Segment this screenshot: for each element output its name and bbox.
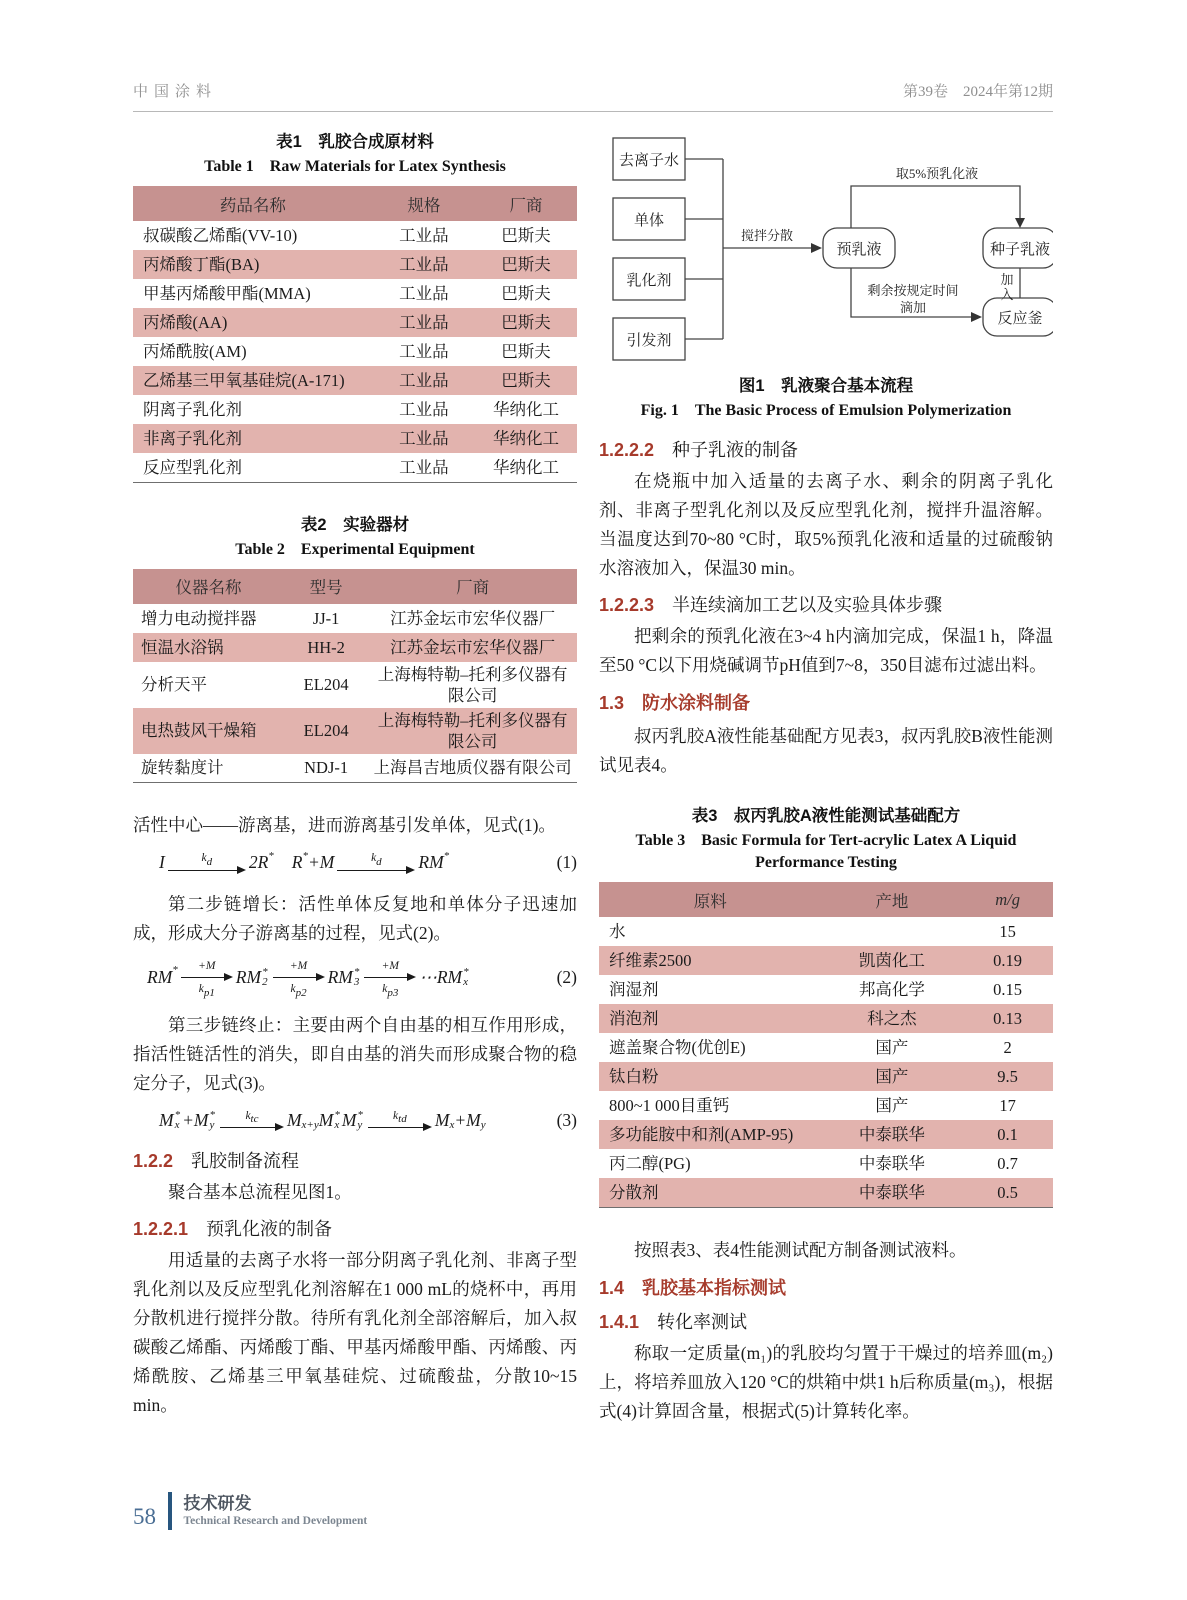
table-cell: 0.5 xyxy=(997,1182,1018,1202)
table-row xyxy=(599,1091,1053,1120)
heading-1-2-2: 1.2.2 乳胶制备流程 xyxy=(133,1151,300,1171)
table2-title-en: Table 2 Experimental Equipment xyxy=(235,540,475,558)
table-cell: 巴斯夫 xyxy=(501,342,551,361)
left-column xyxy=(133,128,577,1428)
footer-section xyxy=(184,1494,368,1529)
table-cell: 工业品 xyxy=(399,226,449,245)
edge-label-remainder: 剩余按规定时间 xyxy=(867,283,959,298)
table-cell: 凯茵化工 xyxy=(858,951,925,970)
table-cell: 华纳化工 xyxy=(492,400,559,419)
table-row xyxy=(599,1149,1053,1178)
reaction-arrow: k d xyxy=(168,853,246,875)
table-cell: 9.5 xyxy=(997,1067,1018,1086)
table-cell: 中泰联华 xyxy=(858,1182,925,1202)
table-cell: 甲基丙烯酸甲酯(MMA) xyxy=(143,284,311,303)
column-header: 仪器名称 xyxy=(133,569,284,604)
table-cell: 电热鼓风干燥箱 xyxy=(141,721,257,740)
table-cell: 非离子乳化剂 xyxy=(143,429,242,448)
flowchart-figure xyxy=(599,128,1053,366)
table-cell: 增力电动搅拌器 xyxy=(141,608,257,628)
arrowhead-to-seed xyxy=(1015,218,1025,228)
table-cell: 江苏金坛市宏华仪器厂 xyxy=(390,637,556,657)
table2-section xyxy=(133,511,577,784)
table-cell: 巴斯夫 xyxy=(501,226,551,245)
table-row xyxy=(133,604,577,633)
table-cell: 乙烯基三甲氧基硅烷(A-171) xyxy=(143,371,345,390)
table1-section xyxy=(133,128,577,483)
table-cell: 国产 xyxy=(875,1096,909,1115)
figure1-caption xyxy=(599,372,1053,422)
paragraph-prepare-test: 按照表3、表4性能测试配方制备测试液料。 xyxy=(634,1239,967,1260)
table-cell: 上海昌吉地质仪器有限公司 xyxy=(373,758,572,778)
table-cell: 800~1 000目重钙 xyxy=(609,1096,730,1115)
running-head xyxy=(133,80,1053,112)
table-row xyxy=(599,1004,1053,1033)
column-header: 原料 xyxy=(599,882,821,917)
heading-1-2-2-1: 1.2.2.1 预乳化液的制备 xyxy=(133,1219,333,1239)
column-header: 厂商 xyxy=(475,186,577,221)
table-cell: 0.19 xyxy=(993,951,1023,970)
table-cell: 丙烯酸(AA) xyxy=(143,313,228,332)
table-cell: 上海梅特勒–托利多仪器有限公司 xyxy=(377,710,568,751)
table-cell: 0.13 xyxy=(993,1009,1023,1028)
table-row xyxy=(133,279,577,308)
table-cell: 分散剂 xyxy=(609,1182,659,1202)
table-row xyxy=(599,1033,1053,1062)
footer-section-en: Technical Research and Development xyxy=(183,1514,368,1527)
table-cell: 华纳化工 xyxy=(492,429,559,448)
table-header-row xyxy=(133,186,577,221)
flow-box-label: 反应釜 xyxy=(997,311,1043,327)
flow-box-label: 去离子水 xyxy=(618,153,680,169)
table-cell: NDJ-1 xyxy=(304,758,349,778)
table-cell: 2 xyxy=(1003,1038,1012,1057)
table-row xyxy=(133,424,577,453)
table-cell: 工业品 xyxy=(399,342,449,361)
table-cell: 中泰联华 xyxy=(858,1125,925,1144)
table-row xyxy=(133,395,577,424)
paragraph-coating-prep: 叔丙乳胶A液性能基础配方见表3，叔丙乳胶B液性能测试见表4。 xyxy=(599,726,1053,775)
column-header: 规格 xyxy=(373,186,475,221)
table-cell: 巴斯夫 xyxy=(501,284,551,303)
table-cell: 国产 xyxy=(875,1067,909,1086)
table-cell: 丙烯酰胺(AM) xyxy=(143,342,247,361)
table3 xyxy=(599,882,1053,1208)
table3-title-en: Table 3 Basic Formula for Tert-acrylic Latex A Liquid Performance Testing xyxy=(635,832,1017,871)
page-number: 58 xyxy=(133,1504,156,1529)
table-row xyxy=(599,917,1053,946)
table1 xyxy=(133,186,577,483)
table-header-row xyxy=(599,882,1053,917)
column-header: 型号 xyxy=(284,569,368,604)
table-row xyxy=(599,946,1053,975)
table-row xyxy=(599,1062,1053,1091)
table-cell: 工业品 xyxy=(399,371,449,390)
table-cell: 科之杰 xyxy=(867,1009,917,1028)
heading-1-4-1: 1.4.1 转化率测试 xyxy=(599,1311,748,1332)
table-cell: 阴离子乳化剂 xyxy=(143,400,242,419)
table-cell: 工业品 xyxy=(399,313,449,332)
footer-divider-bar xyxy=(168,1492,172,1530)
edge-label-take5: 取5%预乳化液 xyxy=(895,166,979,181)
table-row xyxy=(133,337,577,366)
arrowhead-to-reactor xyxy=(971,312,982,322)
table1-title-cn: 表1 乳胶合成原材料 xyxy=(276,133,434,151)
table-row xyxy=(133,453,577,482)
reaction-arrow: k d xyxy=(337,853,415,875)
column-header: 厂商 xyxy=(368,569,577,604)
flow-box-label: 引发剂 xyxy=(626,333,672,349)
table-header-row xyxy=(133,569,577,604)
flow-box-label: 乳化剂 xyxy=(626,273,672,289)
reaction-arrow: +M k p2 xyxy=(273,961,325,996)
table-row xyxy=(133,221,577,250)
table-cell: 润湿剂 xyxy=(609,980,659,999)
column-header: m/g xyxy=(962,882,1053,917)
table2 xyxy=(133,569,577,784)
figure1-caption-en: Fig. 1 The Basic Process of Emulsion Polymerization xyxy=(640,402,1012,419)
connector-lines xyxy=(685,159,723,339)
flow-box-label: 种子乳液 xyxy=(989,242,1051,258)
table-cell: 反应型乳化剂 xyxy=(143,457,242,477)
table-cell: 国产 xyxy=(875,1038,909,1057)
table-cell: 0.1 xyxy=(997,1125,1018,1144)
table-cell: 巴斯夫 xyxy=(501,313,551,332)
table-cell: 纤维素2500 xyxy=(609,951,692,970)
figure1-caption-cn: 图1 乳液聚合基本流程 xyxy=(738,377,914,395)
reaction-arrow: k tc xyxy=(220,1111,284,1133)
table-cell: 0.15 xyxy=(993,980,1023,999)
table-cell: 华纳化工 xyxy=(492,457,559,477)
column-header: 药品名称 xyxy=(133,186,373,221)
paragraph-flow-ref: 聚合基本总流程见图1。 xyxy=(168,1182,352,1202)
equation-number: (1) xyxy=(556,852,577,873)
table-cell: 15 xyxy=(999,922,1016,941)
table-row xyxy=(133,633,577,662)
reaction-arrow: k td xyxy=(368,1111,432,1133)
table1-title-en: Table 1 Raw Materials for Latex Synthesis xyxy=(204,158,506,175)
table-cell: 江苏金坛市宏华仪器厂 xyxy=(390,608,556,628)
paragraph-continuation: 活性中心——游离基，进而游离基引发单体，见式(1)。 xyxy=(133,815,556,835)
table3-title-cn: 表3 叔丙乳胶A液性能测试基础配方 xyxy=(691,807,961,825)
paragraph-chain-growth: 第二步链增长：活性单体反复地和单体分子迅速加成，形成大分子游离基的过程，见式(2)。 xyxy=(133,893,577,943)
table-row xyxy=(133,708,577,754)
column-header: 产地 xyxy=(821,882,962,917)
paragraph-pre-emulsion: 用适量的去离子水将一部分阴离子乳化剂、非离子型乳化剂以及反应型乳化剂溶解在1 000 mL的烧杯中，再用分散机进行搅拌分散。待所有乳化剂全部溶解后，加入叔碳酸乙烯酯、丙烯酸丁酯、甲基丙烯酸甲酯、丙烯酸、丙烯酰胺、乙烯基三甲氧基硅烷、过硫酸盐，分散10~15 min。 xyxy=(133,1250,577,1415)
table-cell: EL204 xyxy=(303,721,349,740)
top-route-line xyxy=(851,186,1020,228)
heading-1-3: 1.3 防水涂料制备 xyxy=(599,693,751,713)
table-cell: 巴斯夫 xyxy=(501,255,551,274)
equation-1: I k d 2R * R * +M k d RM * (1) xyxy=(133,852,577,874)
table-cell: 消泡剂 xyxy=(609,1009,659,1028)
edge-label-add-2: 入 xyxy=(1000,287,1014,302)
table-cell: 遮盖聚合物(优创E) xyxy=(609,1038,746,1057)
equation-number: (2) xyxy=(556,966,577,987)
flow-box-label: 单体 xyxy=(633,213,665,229)
journal-name: 中国涂料 xyxy=(133,84,218,100)
table-cell: 旋转黏度计 xyxy=(141,758,224,778)
footer-section-cn: 技术研发 xyxy=(183,1493,252,1513)
page-content xyxy=(133,128,1053,1428)
table-row xyxy=(133,366,577,395)
table-row xyxy=(599,1120,1053,1149)
table-cell: 分析天平 xyxy=(141,675,207,694)
paragraph-chain-termination: 第三步链终止：主要由两个自由基的相互作用形成，指活性链活性的消失，即自由基的消失而形成聚合物的稳定分子，见式(3)。 xyxy=(133,1014,577,1093)
flow-box-label: 预乳液 xyxy=(836,242,882,258)
page-footer xyxy=(133,1492,367,1530)
table-cell: 钛白粉 xyxy=(609,1067,659,1086)
table3-section xyxy=(599,802,1053,1208)
edge-label-dropwise: 滴加 xyxy=(899,300,927,315)
equation-3: M * x + M * y k tc M x+y M * x M * y k td M x + M y (3) xyxy=(159,1109,577,1132)
heading-1-4: 1.4 乳胶基本指标测试 xyxy=(599,1277,787,1298)
reaction-arrow: +M k p1 xyxy=(181,961,233,996)
table-cell: 邦高化学 xyxy=(858,980,925,999)
table-cell: 丙烯酸丁酯(BA) xyxy=(143,255,260,274)
right-column xyxy=(599,128,1053,1428)
table-cell: 巴斯夫 xyxy=(501,371,551,390)
paragraph-semi-continuous: 把剩余的预乳化液在3~4 h内滴加完成，保温1 h，降温至50 °C以下用烧碱调节pH值到7~8，350目滤布过滤出料。 xyxy=(599,626,1053,675)
table-cell: 工业品 xyxy=(399,457,449,477)
table-cell: 中泰联华 xyxy=(858,1154,925,1173)
table-cell: 多功能胺中和剂(AMP-95) xyxy=(609,1125,794,1144)
table-row xyxy=(133,754,577,783)
table-cell: 17 xyxy=(999,1096,1016,1115)
equation-number: (3) xyxy=(556,1109,577,1130)
edge-label-add-1: 加 xyxy=(1000,272,1014,287)
table-cell: HH-2 xyxy=(307,637,345,657)
table-cell: 上海梅特勒–托利多仪器有限公司 xyxy=(377,664,568,705)
table-cell: 工业品 xyxy=(399,284,449,303)
equation-2: RM * +M k p1 RM * 2 +M k p2 RM * 3 +M k p3 ⋯RM * x (2) xyxy=(147,959,577,999)
table-cell: 恒温水浴锅 xyxy=(141,637,224,657)
figure1 xyxy=(599,128,1053,422)
table-cell: 0.7 xyxy=(997,1154,1018,1173)
heading-1-2-2-3: 1.2.2.3 半连续滴加工艺以及实验具体步骤 xyxy=(599,595,943,615)
edge-label-stir-disperse: 搅拌分散 xyxy=(740,228,794,243)
table2-title-cn: 表2 实验器材 xyxy=(300,515,410,534)
table-cell: 水 xyxy=(609,922,626,941)
table-row xyxy=(133,662,577,708)
table-cell: 丙二醇(PG) xyxy=(609,1154,691,1173)
table-cell: JJ-1 xyxy=(312,608,340,628)
table-row xyxy=(133,250,577,279)
table-row xyxy=(133,308,577,337)
issue-info: 第39卷 2024年第12期 xyxy=(902,84,1053,100)
table-cell: 叔碳酸乙烯酯(VV-10) xyxy=(143,226,298,245)
reaction-arrow: +M k p3 xyxy=(364,961,416,996)
table-cell: 工业品 xyxy=(399,429,449,448)
table-cell xyxy=(821,917,962,946)
arrowhead-to-pre-emulsion xyxy=(811,243,822,253)
heading-1-2-2-2: 1.2.2.2 种子乳液的制备 xyxy=(599,440,799,460)
table-cell: EL204 xyxy=(303,675,349,694)
table-cell: 工业品 xyxy=(399,255,449,274)
paragraph-seed-emulsion: 在烧瓶中加入适量的去离子水、剩余的阴离子乳化剂、非离子型乳化剂以及反应型乳化剂，搅拌升温溶解。当温度达到70~80 °C时，取5%预乳化液和适量的过硫酸钠水溶液加入，保温30 min。 xyxy=(599,471,1053,578)
paragraph-conversion-test: 称取一定质量(m₁)的乳胶均匀置于干燥过的培养皿(m₂)上，将培养皿放入120 °C的烘箱中烘1 h后称质量(m₃)，根据式(4)计算固含量，根据式(5)计算转化率。 xyxy=(599,1342,1053,1421)
table-cell: 工业品 xyxy=(399,400,449,419)
table-row xyxy=(599,975,1053,1004)
table-row xyxy=(599,1178,1053,1207)
